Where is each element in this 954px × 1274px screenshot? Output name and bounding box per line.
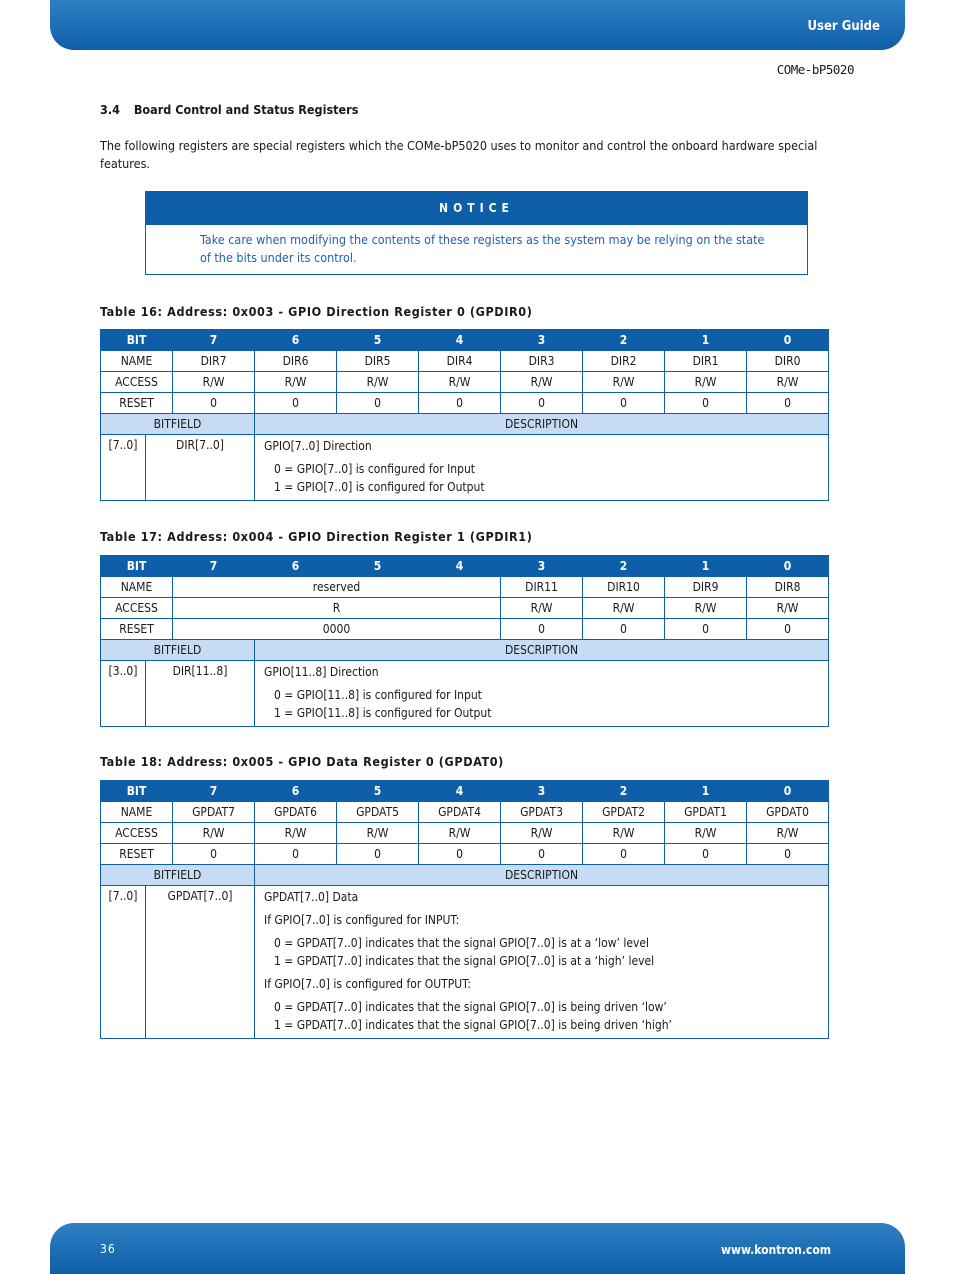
table18 xyxy=(100,780,829,1039)
bitfield-label: BITFIELD xyxy=(101,414,255,435)
cell: DIR2 xyxy=(583,351,665,372)
table18-caption: Table 18: Address: 0x005 - GPIO Data Register 0 (GPDAT0) xyxy=(100,754,504,769)
cell: R/W xyxy=(747,598,829,619)
desc-line: GPIO[11..8] Direction xyxy=(264,665,379,679)
cell: R/W xyxy=(419,372,501,393)
bit-number: 2 xyxy=(583,781,665,802)
table16 xyxy=(100,329,829,501)
desc-line: 0 = GPIO[11..8] is configured for Input xyxy=(274,688,482,702)
cell: 0 xyxy=(255,844,337,865)
notice-title: NOTICE xyxy=(146,192,807,225)
cell: 0 xyxy=(747,393,829,414)
cell: DIR11 xyxy=(501,577,583,598)
bit-number: 5 xyxy=(337,330,419,351)
cell: R/W xyxy=(501,823,583,844)
desc-line: 0 = GPIO[7..0] is configured for Input xyxy=(274,462,476,476)
cell: 0 xyxy=(665,393,747,414)
bitfield-description xyxy=(255,661,829,727)
bit-label: BIT xyxy=(101,556,173,577)
bitfield-name: DIR[7..0] xyxy=(146,435,255,501)
cell: R/W xyxy=(255,372,337,393)
header-bar xyxy=(50,0,905,50)
bit-number: 0 xyxy=(747,556,829,577)
cell: 0 xyxy=(501,844,583,865)
reserved-cell: 0000 xyxy=(173,619,501,640)
bit-number: 2 xyxy=(583,330,665,351)
table16-caption: Table 16: Address: 0x003 - GPIO Direction Register 0 (GPDIR0) xyxy=(100,304,533,319)
desc-line: 0 = GPDAT[7..0] indicates that the signal GPIO[7..0] is at a ‘low’ level xyxy=(274,936,650,950)
row-label: ACCESS xyxy=(101,598,173,619)
cell: GPDAT6 xyxy=(255,802,337,823)
bit-number: 4 xyxy=(419,330,501,351)
cell: DIR7 xyxy=(173,351,255,372)
cell: DIR4 xyxy=(419,351,501,372)
desc-line: 1 = GPDAT[7..0] indicates that the signal GPIO[7..0] is being driven ‘high’ xyxy=(274,1018,672,1032)
bit-number: 3 xyxy=(501,781,583,802)
intro-paragraph: The following registers are special registers which the COMe-bP5020 uses to monitor and control the onboard hardware special features. xyxy=(100,138,818,171)
cell: 0 xyxy=(583,393,665,414)
reserved-cell: R xyxy=(173,598,501,619)
cell: GPDAT7 xyxy=(173,802,255,823)
bit-number: 4 xyxy=(419,556,501,577)
bit-number: 1 xyxy=(665,781,747,802)
bitfield-range: [7..0] xyxy=(101,435,146,501)
bit-number: 3 xyxy=(501,556,583,577)
bit-number: 6 xyxy=(255,330,337,351)
name-row xyxy=(101,577,829,598)
row-label: RESET xyxy=(101,619,173,640)
page-number: 36 xyxy=(100,1242,116,1256)
access-row xyxy=(101,372,829,393)
cell: DIR10 xyxy=(583,577,665,598)
cell: DIR8 xyxy=(747,577,829,598)
bit-number: 1 xyxy=(665,330,747,351)
row-label: ACCESS xyxy=(101,372,173,393)
bitfield-range: [7..0] xyxy=(101,886,146,1039)
cell: DIR3 xyxy=(501,351,583,372)
cell: 0 xyxy=(501,619,583,640)
name-row xyxy=(101,802,829,823)
cell: 0 xyxy=(419,393,501,414)
cell: R/W xyxy=(665,598,747,619)
cell: R/W xyxy=(501,372,583,393)
cell: R/W xyxy=(501,598,583,619)
bit-number: 0 xyxy=(747,330,829,351)
row-label: RESET xyxy=(101,393,173,414)
cell: R/W xyxy=(747,372,829,393)
section-number: 3.4 xyxy=(100,102,120,117)
description-label: DESCRIPTION xyxy=(255,414,829,435)
bitfield-label: BITFIELD xyxy=(101,640,255,661)
bit-number: 7 xyxy=(173,781,255,802)
desc-line: GPDAT[7..0] Data xyxy=(264,890,359,904)
cell: R/W xyxy=(337,823,419,844)
bit-number: 4 xyxy=(419,781,501,802)
bit-number: 6 xyxy=(255,781,337,802)
cell: 0 xyxy=(501,393,583,414)
cell: R/W xyxy=(665,823,747,844)
cell: R/W xyxy=(173,372,255,393)
cell: 0 xyxy=(337,844,419,865)
bit-number: 5 xyxy=(337,556,419,577)
cell: GPDAT5 xyxy=(337,802,419,823)
bitfield-name: GPDAT[7..0] xyxy=(146,886,255,1039)
table17-caption: Table 17: Address: 0x004 - GPIO Direction Register 1 (GPDIR1) xyxy=(100,529,533,544)
row-label: ACCESS xyxy=(101,823,173,844)
section-heading xyxy=(100,102,358,117)
table17 xyxy=(100,555,829,727)
reset-row xyxy=(101,619,829,640)
cell: 0 xyxy=(747,619,829,640)
desc-line: 1 = GPIO[11..8] is configured for Output xyxy=(274,706,492,720)
notice-box xyxy=(145,191,808,275)
cell: R/W xyxy=(747,823,829,844)
cell: 0 xyxy=(747,844,829,865)
reserved-cell: reserved xyxy=(173,577,501,598)
product-name: COMe-bP5020 xyxy=(776,62,854,77)
bit-number: 7 xyxy=(173,330,255,351)
notice-text: Take care when modifying the contents of these registers as the system may be relying on the state of the bits under its control. xyxy=(200,232,765,265)
cell: R/W xyxy=(255,823,337,844)
cell: R/W xyxy=(665,372,747,393)
cell: 0 xyxy=(173,393,255,414)
cell: GPDAT0 xyxy=(747,802,829,823)
cell: R/W xyxy=(337,372,419,393)
bit-number: 7 xyxy=(173,556,255,577)
row-label: NAME xyxy=(101,802,173,823)
desc-line: 1 = GPIO[7..0] is configured for Output xyxy=(274,480,485,494)
desc-line: 0 = GPDAT[7..0] indicates that the signal GPIO[7..0] is being driven ‘low’ xyxy=(274,1000,667,1014)
bit-number: 1 xyxy=(665,556,747,577)
bitfield-header-row xyxy=(101,640,829,661)
access-row xyxy=(101,598,829,619)
reset-row xyxy=(101,393,829,414)
header-title: User Guide xyxy=(807,19,880,34)
bit-number: 6 xyxy=(255,556,337,577)
bit-label: BIT xyxy=(101,781,173,802)
row-label: NAME xyxy=(101,577,173,598)
cell: 0 xyxy=(665,619,747,640)
bitfield-row xyxy=(101,661,829,727)
cell: R/W xyxy=(173,823,255,844)
cell: R/W xyxy=(583,823,665,844)
bitfield-range: [3..0] xyxy=(101,661,146,727)
bit-number: 5 xyxy=(337,781,419,802)
cell: R/W xyxy=(419,823,501,844)
cell: DIR9 xyxy=(665,577,747,598)
desc-line: If GPIO[7..0] is configured for OUTPUT: xyxy=(264,977,472,991)
access-row xyxy=(101,823,829,844)
row-label: NAME xyxy=(101,351,173,372)
cell: 0 xyxy=(337,393,419,414)
cell: 0 xyxy=(665,844,747,865)
desc-line: If GPIO[7..0] is configured for INPUT: xyxy=(264,913,460,927)
cell: GPDAT2 xyxy=(583,802,665,823)
cell: 0 xyxy=(583,844,665,865)
bit-header-row xyxy=(101,781,829,802)
cell: 0 xyxy=(173,844,255,865)
description-label: DESCRIPTION xyxy=(255,640,829,661)
bitfield-name: DIR[11..8] xyxy=(146,661,255,727)
bit-header-row xyxy=(101,556,829,577)
bit-header-row xyxy=(101,330,829,351)
website-link[interactable]: www.kontron.com xyxy=(721,1243,831,1257)
cell: R/W xyxy=(583,372,665,393)
desc-line: 1 = GPDAT[7..0] indicates that the signal GPIO[7..0] is at a ‘high’ level xyxy=(274,954,655,968)
reset-row xyxy=(101,844,829,865)
bit-number: 3 xyxy=(501,330,583,351)
cell: DIR6 xyxy=(255,351,337,372)
bit-number: 2 xyxy=(583,556,665,577)
cell: GPDAT3 xyxy=(501,802,583,823)
bit-label: BIT xyxy=(101,330,173,351)
cell: 0 xyxy=(255,393,337,414)
name-row xyxy=(101,351,829,372)
desc-line: GPIO[7..0] Direction xyxy=(264,439,372,453)
cell: GPDAT1 xyxy=(665,802,747,823)
bitfield-header-row xyxy=(101,865,829,886)
bitfield-description xyxy=(255,435,829,501)
bitfield-label: BITFIELD xyxy=(101,865,255,886)
cell: DIR0 xyxy=(747,351,829,372)
bit-number: 0 xyxy=(747,781,829,802)
cell: GPDAT4 xyxy=(419,802,501,823)
bitfield-row xyxy=(101,435,829,501)
cell: R/W xyxy=(583,598,665,619)
cell: DIR1 xyxy=(665,351,747,372)
cell: 0 xyxy=(419,844,501,865)
cell: 0 xyxy=(583,619,665,640)
row-label: RESET xyxy=(101,844,173,865)
cell: DIR5 xyxy=(337,351,419,372)
section-title: Board Control and Status Registers xyxy=(133,102,359,117)
bitfield-description xyxy=(255,886,829,1039)
description-label: DESCRIPTION xyxy=(255,865,829,886)
bitfield-header-row xyxy=(101,414,829,435)
bitfield-row xyxy=(101,886,829,1039)
